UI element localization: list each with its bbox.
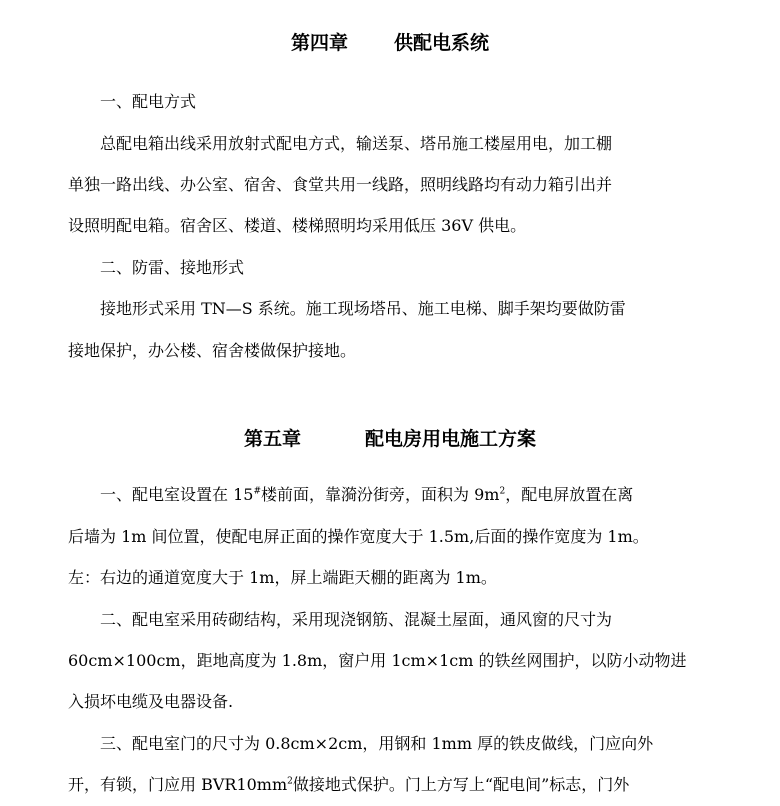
chapter-5-number: 第五章 xyxy=(243,428,301,450)
section-1-line-3: 设照明配电箱。宿舍区、楼道、楼梯照明均采用低压 36V 供电。 xyxy=(68,216,527,235)
section-1-line-1: 总配电箱出线采用放射式配电方式，输送泵、塔吊施工楼屋用电，加工棚 xyxy=(100,134,613,153)
c5-para-1-line-1 xyxy=(100,485,633,505)
section-2-line-2: 接地保护，办公楼、宿舍楼做保护接地。 xyxy=(68,341,357,360)
c5-para-1-text-b: 楼前面，靠漪汾街旁，面积为 9m xyxy=(261,485,500,504)
section-1-title: 一、配电方式 xyxy=(100,92,197,111)
c5-para-1-text-a: 一、配电室设置在 15 xyxy=(100,485,254,504)
c5-para-3-text-a: 开，有锁，门应用 BVR10mm xyxy=(68,775,288,794)
c5-para-1-line-3: 左：右边的通道宽度大于 1m，屏上端距天棚的距离为 1m。 xyxy=(68,568,497,587)
c5-para-1-sup-square: 2 xyxy=(499,486,506,497)
chapter-4-number: 第四章 xyxy=(290,32,348,54)
c5-para-1-line-2: 后墙为 1m 间位置，使配电屏正面的操作宽度大于 1.5m,后面的操作宽度为 1m。 xyxy=(68,527,649,546)
c5-para-2-line-1: 二、配电室采用砖砌结构，采用现浇钢筋、混凝土屋面，通风窗的尺寸为 xyxy=(100,610,613,629)
chapter-4-title: 供配电系统 xyxy=(394,32,490,54)
c5-para-3-sup-square: 2 xyxy=(287,776,293,787)
chapter-5-title: 配电房用电施工方案 xyxy=(365,428,537,450)
section-2-title: 二、防雷、接地形式 xyxy=(100,258,245,277)
c5-para-3-text-b: 做接地式保护。门上方写上“配电间”标志，门外 xyxy=(292,775,630,794)
c5-para-1-sup-hash: # xyxy=(253,486,261,497)
section-1-line-2: 单独一路出线、办公室、宿舍、食堂共用一线路，照明线路均有动力箱引出并 xyxy=(68,175,613,194)
c5-para-3-line-2 xyxy=(68,775,629,795)
c5-para-2-line-2: 60cm×100cm，距地高度为 1.8m，窗户用 1cm×1cm 的铁丝网围护，以防小动物进 xyxy=(68,651,687,670)
chapter-4-heading xyxy=(0,28,780,55)
section-2-line-1: 接地形式采用 TN—S 系统。施工现场塔吊、施工电梯、脚手架均要做防雷 xyxy=(100,299,626,318)
c5-para-1-text-c: ，配电屏放置在离 xyxy=(505,485,634,504)
c5-para-2-line-3: 入损坏电缆及电器设备. xyxy=(68,692,234,711)
c5-para-3-line-1: 三、配电室门的尺寸为 0.8cm×2cm，用钢和 1mm 厚的铁皮做线，门应向外 xyxy=(100,734,654,753)
chapter-5-heading xyxy=(0,424,780,451)
